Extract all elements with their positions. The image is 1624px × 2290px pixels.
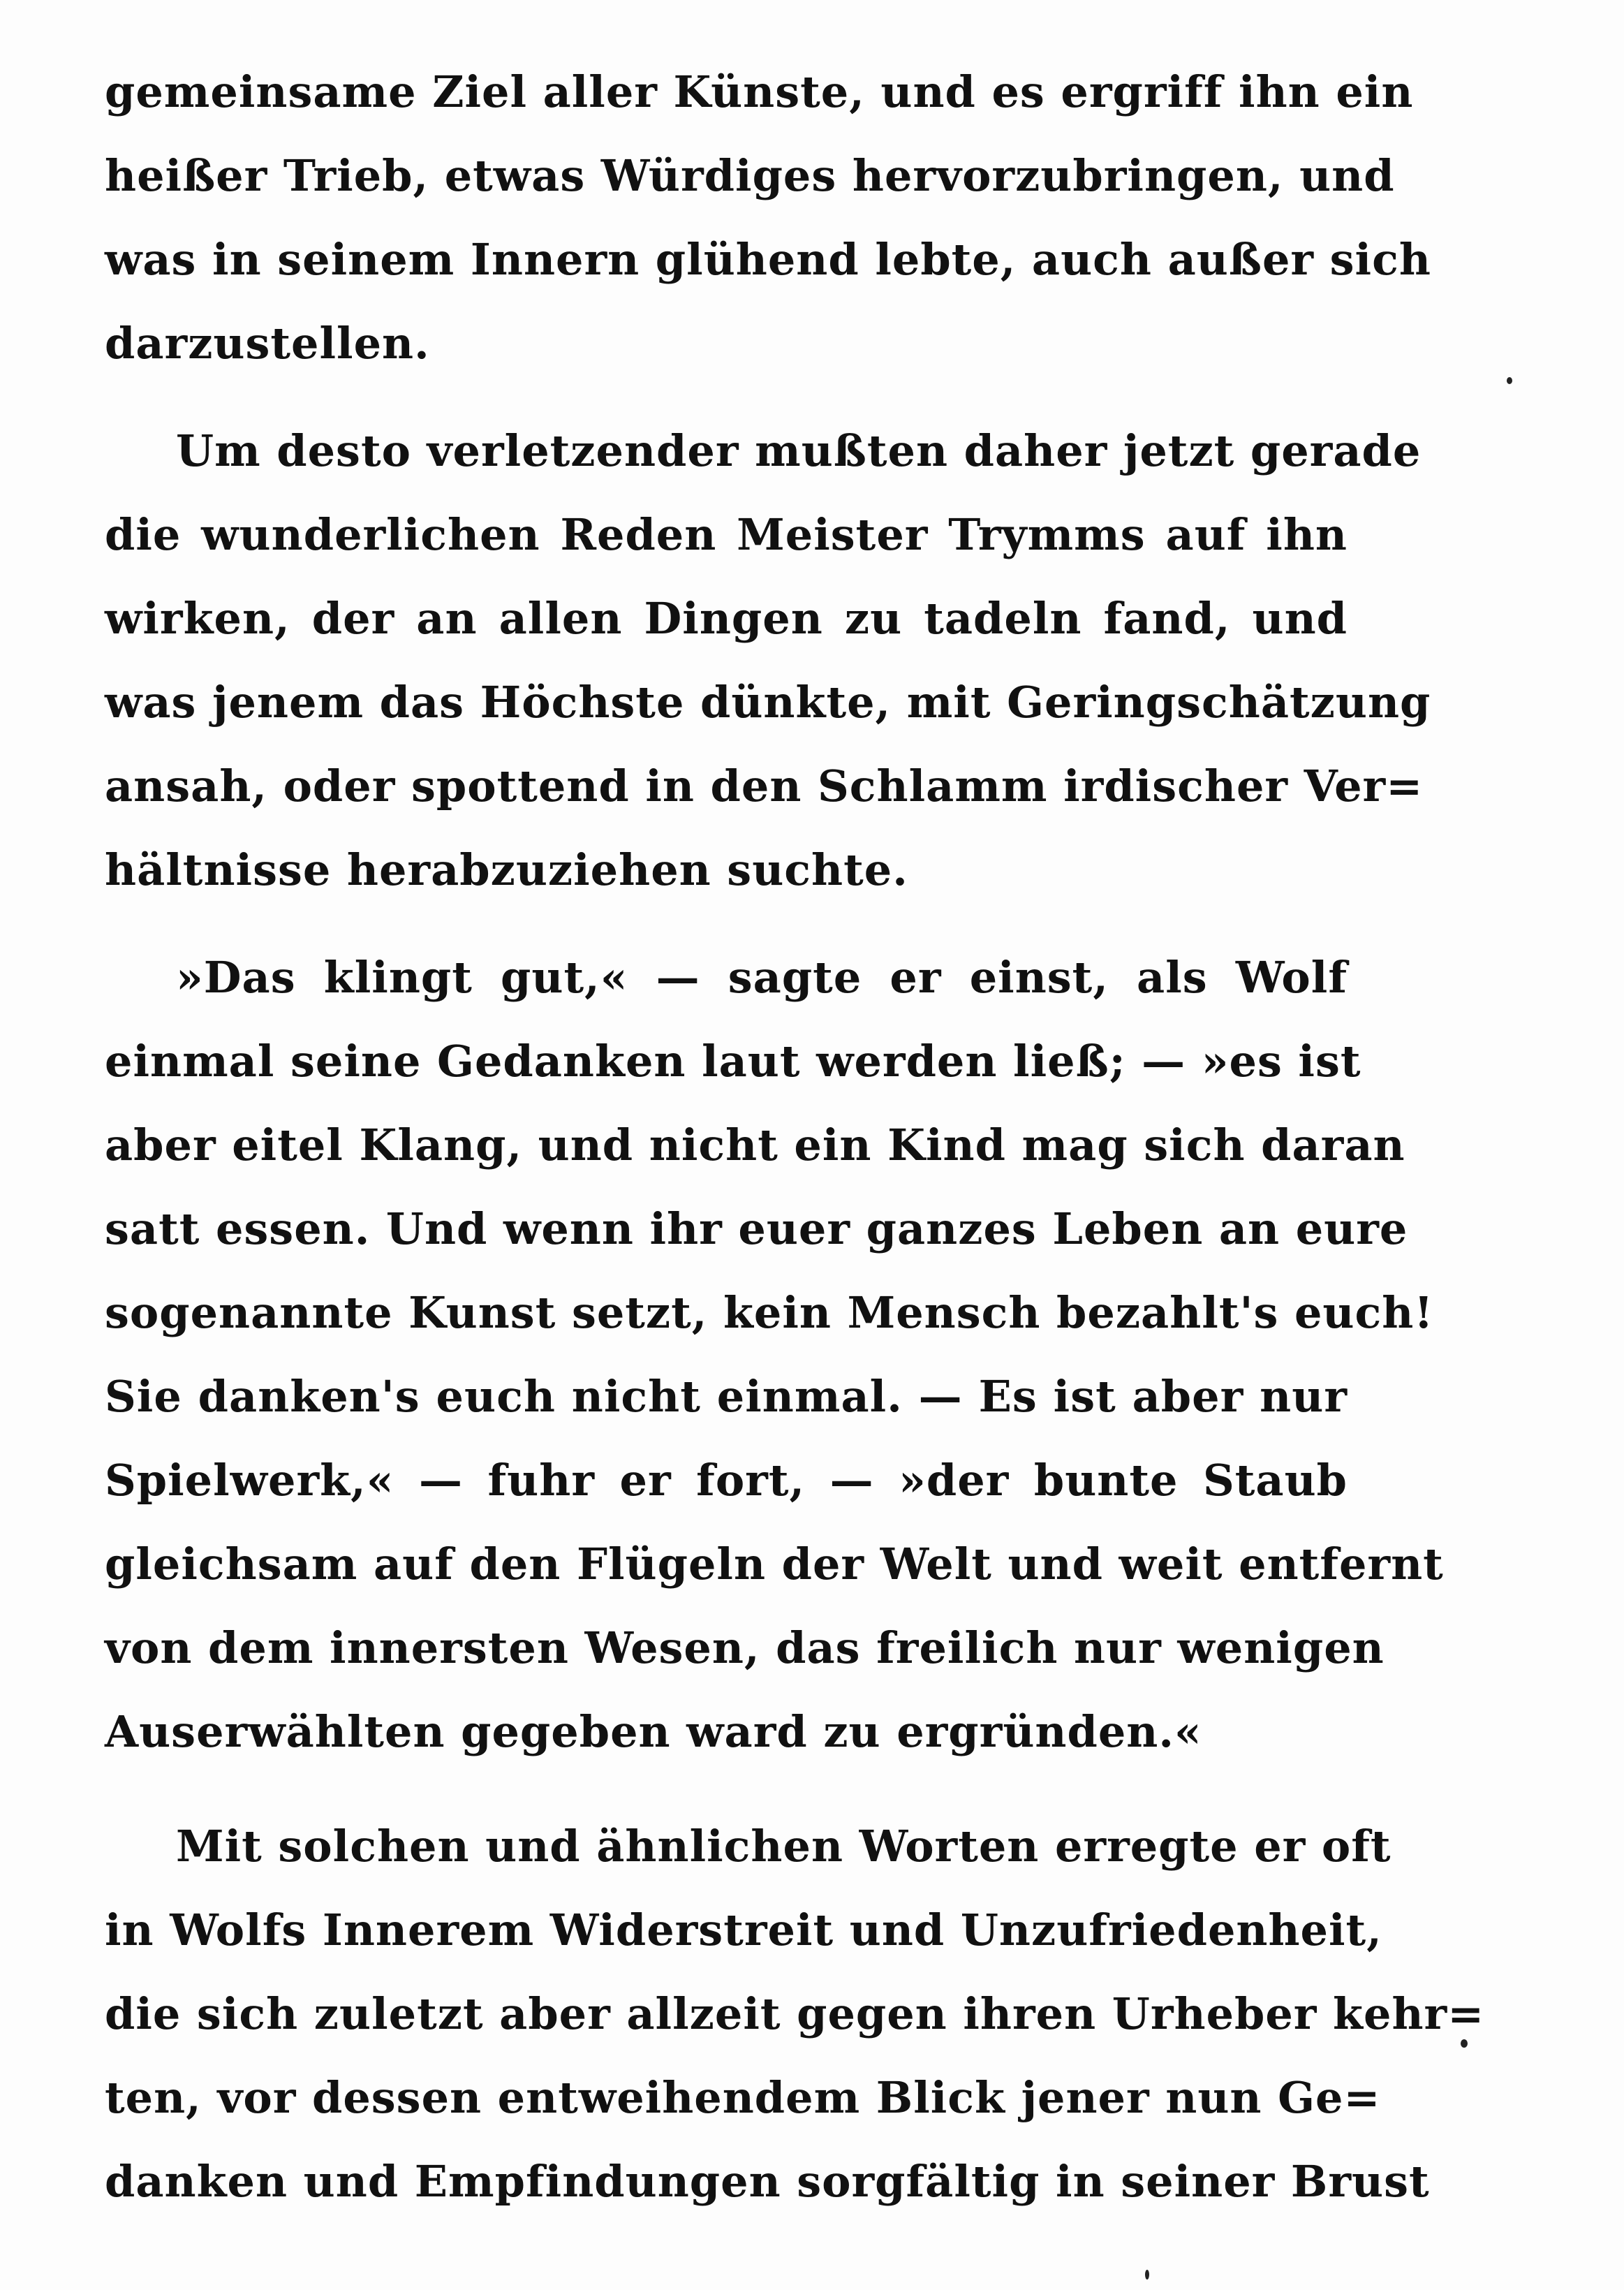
scan-speck	[1145, 2270, 1149, 2280]
text-line: Um desto verletzender mußten daher jetzt gerade	[176, 425, 1422, 476]
text-line: danken und Empfindungen sorgfältig in seiner Brust	[105, 2156, 1430, 2207]
text-line: Spielwerk,« — fuhr er fort, — »der bunte Staub	[105, 1455, 1348, 1506]
text-line: einmal seine Gedanken laut werden ließ; — »es ist	[105, 1036, 1361, 1087]
text-line: die sich zuletzt aber allzeit gegen ihren Urheber kehr=	[105, 1988, 1485, 2039]
text-line: sogenannte Kunst setzt, kein Mensch bezahlt's euch!	[105, 1287, 1434, 1338]
text-line: was in seinem Innern glühend lebte, auch außer sich	[105, 234, 1431, 285]
text-line: hältnisse herabzuziehen suchte.	[105, 844, 908, 895]
scan-speck	[1507, 377, 1512, 384]
text-line: Sie danken's euch nicht einmal. — Es ist aber nur	[105, 1371, 1348, 1422]
text-line: wirken, der an allen Dingen zu tadeln fand, und	[105, 593, 1348, 644]
text-line: die wunderlichen Reden Meister Trymms auf ihn	[105, 509, 1348, 560]
text-line: ansah, oder spottend in den Schlamm irdischer Ver=	[105, 761, 1424, 812]
text-line: heißer Trieb, etwas Würdiges hervorzubringen, und	[105, 150, 1395, 201]
scan-speck	[1461, 2039, 1468, 2048]
text-line: in Wolfs Innerem Widerstreit und Unzufriedenheit,	[105, 1904, 1382, 1955]
text-line: gleichsam auf den Flügeln der Welt und weit entfernt	[105, 1539, 1444, 1590]
text-line: aber eitel Klang, und nicht ein Kind mag sich daran	[105, 1120, 1405, 1170]
text-line: ten, vor dessen entweihendem Blick jener nun Ge=	[105, 2072, 1381, 2123]
text-line: von dem innersten Wesen, das freilich nur wenigen	[105, 1622, 1385, 1673]
text-line: Mit solchen und ähnlichen Worten erregte er oft	[176, 1821, 1392, 1872]
text-line: satt essen. Und wenn ihr euer ganzes Leben an eure	[105, 1203, 1408, 1254]
text-line: »Das klingt gut,« — sagte er einst, als Wolf	[176, 952, 1348, 1003]
text-line: Auserwählten gegeben ward zu ergründen.«	[105, 1706, 1202, 1757]
text-line: was jenem das Höchste dünkte, mit Geringschätzung	[105, 677, 1431, 728]
text-line: darzustellen.	[105, 318, 430, 369]
text-line: gemeinsame Ziel aller Künste, und es ergriff ihn ein	[105, 66, 1414, 117]
